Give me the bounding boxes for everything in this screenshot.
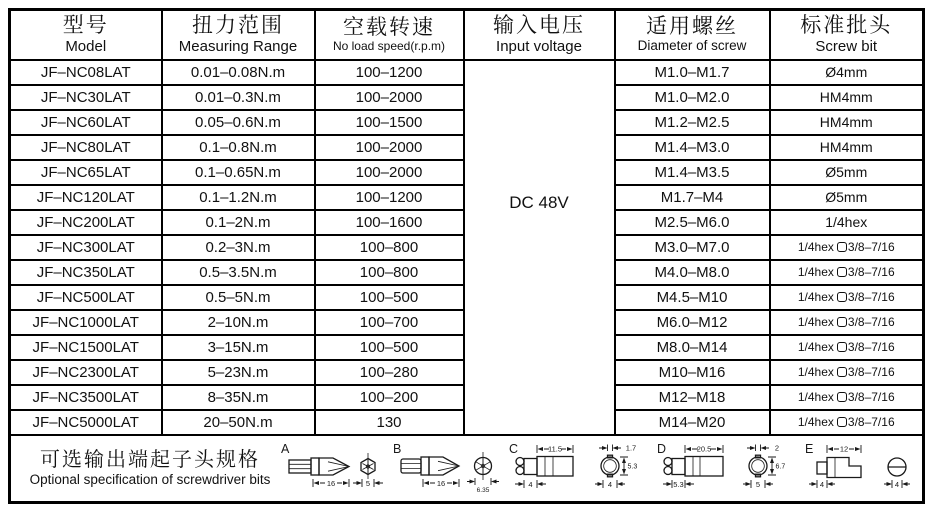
cell-bit <box>770 160 924 185</box>
header-no-load-speed-zh: 空载转速 <box>343 16 435 40</box>
dim-label: 5.3 <box>627 463 638 471</box>
header-screw-bit <box>770 10 924 60</box>
cell-screw: M4.5–M10 <box>615 285 770 310</box>
cell-range: 0.2–3N.m <box>162 235 315 260</box>
bit-drawing-b <box>391 440 507 496</box>
cell-speed: 100–500 <box>315 285 464 310</box>
cell-speed: 100–500 <box>315 335 464 360</box>
header-input-voltage <box>464 10 615 60</box>
cell-model: JF–NC60LAT <box>10 110 162 135</box>
cell-range: 0.5–5N.m <box>162 285 315 310</box>
bit-drawing-c <box>507 440 655 496</box>
square-drive-icon <box>837 417 847 427</box>
cell-screw: M8.0–M14 <box>615 335 770 360</box>
cell-bit <box>770 110 924 135</box>
bit-text: Ø4mm <box>825 64 868 80</box>
cell-bit <box>770 135 924 160</box>
dim-label: 4 <box>528 480 533 489</box>
square-drive-icon <box>837 317 847 327</box>
header-measuring-range-en: Measuring Range <box>178 37 298 55</box>
bit-text2: 3/8–7/16 <box>847 365 895 379</box>
bit-text2: 3/8–7/16 <box>847 340 895 354</box>
bit-text: 1/4hex <box>797 315 834 329</box>
optional-bits-section <box>11 436 922 501</box>
cell-bit <box>770 285 924 310</box>
cell-screw: M1.4–M3.0 <box>615 135 770 160</box>
cell-bit <box>770 85 924 110</box>
cell-model: JF–NC200LAT <box>10 210 162 235</box>
header-no-load-speed <box>315 10 464 60</box>
header-input-voltage-en: Input voltage <box>496 37 582 55</box>
header-measuring-range <box>162 10 315 60</box>
square-drive-icon <box>837 292 847 302</box>
square-drive-icon <box>837 342 847 352</box>
header-model <box>10 10 162 60</box>
optional-bits-cell <box>10 435 924 503</box>
dim-label: 4 <box>607 480 613 489</box>
cell-bit <box>770 210 924 235</box>
cell-screw: M3.0–M7.0 <box>615 235 770 260</box>
cell-screw: M4.0–M8.0 <box>615 260 770 285</box>
cell-bit <box>770 310 924 335</box>
table-row <box>10 60 924 85</box>
cell-bit <box>770 235 924 260</box>
cell-model: JF–NC65LAT <box>10 160 162 185</box>
header-row <box>10 10 924 60</box>
cell-model: JF–NC30LAT <box>10 85 162 110</box>
cell-range: 0.01–0.3N.m <box>162 85 315 110</box>
drawing-label: A <box>281 442 290 456</box>
bit-text2: 3/8–7/16 <box>847 290 895 304</box>
bit-text: 1/4hex <box>825 214 868 230</box>
dim-label: 2 <box>774 443 780 453</box>
bit-text2: 3/8–7/16 <box>847 315 895 329</box>
optional-bits-label-zh: 可选输出端起子头规格 <box>40 449 260 472</box>
bit-drawing-d <box>655 440 803 496</box>
bit-text: 1/4hex <box>797 340 834 354</box>
dim-label: 12 <box>839 444 849 454</box>
cell-screw: M1.0–M1.7 <box>615 60 770 85</box>
cell-range: 5–23N.m <box>162 360 315 385</box>
cell-bit <box>770 360 924 385</box>
header-no-load-speed-en: No load speed(r.p.m) <box>332 39 446 54</box>
header-diameter-of-screw <box>615 10 770 60</box>
header-screw-bit-en: Screw bit <box>815 37 878 55</box>
cell-bit <box>770 260 924 285</box>
header-diameter-of-screw-zh: 适用螺丝 <box>646 15 738 39</box>
cell-screw: M1.4–M3.5 <box>615 160 770 185</box>
square-drive-icon <box>837 392 847 402</box>
optional-bits-label <box>21 448 279 488</box>
dim-label: 1.7 <box>625 443 637 453</box>
bit-text: 1/4hex <box>797 365 834 379</box>
header-measuring-range-zh: 扭力范围 <box>192 14 284 38</box>
dim-label: 5.3 <box>673 480 684 489</box>
bit-text: 1/4hex <box>797 290 834 304</box>
cell-screw: M12–M18 <box>615 385 770 410</box>
bit-text2: 3/8–7/16 <box>847 390 895 404</box>
dim-label: 6.7 <box>775 463 786 471</box>
cell-model: JF–NC1500LAT <box>10 335 162 360</box>
square-drive-icon <box>837 242 847 252</box>
header-model-en: Model <box>65 37 107 55</box>
cell-speed: 100–1500 <box>315 110 464 135</box>
cell-range: 2–10N.m <box>162 310 315 335</box>
cell-speed: 100–2000 <box>315 160 464 185</box>
bit-text: 1/4hex <box>797 265 834 279</box>
cell-model: JF–NC300LAT <box>10 235 162 260</box>
cell-speed: 100–1600 <box>315 210 464 235</box>
dim-label: 16 <box>436 478 446 488</box>
footer-row <box>10 435 924 503</box>
cell-model: JF–NC350LAT <box>10 260 162 285</box>
cell-speed: 100–200 <box>315 385 464 410</box>
cell-model: JF–NC2300LAT <box>10 360 162 385</box>
drawing-label: E <box>805 442 814 456</box>
cell-range: 0.5–3.5N.m <box>162 260 315 285</box>
cell-screw: M1.7–M4 <box>615 185 770 210</box>
cell-bit <box>770 385 924 410</box>
dim-label: 20.5 <box>696 444 712 454</box>
cell-speed: 100–280 <box>315 360 464 385</box>
header-diameter-of-screw-en: Diameter of screw <box>637 38 747 54</box>
drawing-label: C <box>509 442 519 456</box>
cell-bit <box>770 185 924 210</box>
cell-model: JF–NC120LAT <box>10 185 162 210</box>
cell-model: JF–NC08LAT <box>10 60 162 85</box>
cell-range: 0.1–0.65N.m <box>162 160 315 185</box>
bit-text: 1/4hex <box>797 240 834 254</box>
cell-screw: M2.5–M6.0 <box>615 210 770 235</box>
cell-input-voltage: DC 48V <box>464 60 615 435</box>
cell-model: JF–NC1000LAT <box>10 310 162 335</box>
bit-text: HM4mm <box>819 89 873 105</box>
optional-bits-label-en: Optional specification of screwdriver bits <box>29 472 271 488</box>
dim-label: 16 <box>326 478 336 488</box>
square-drive-icon <box>837 367 847 377</box>
dim-label: 4 <box>819 480 825 489</box>
bit-text2: 3/8–7/16 <box>847 240 895 254</box>
bit-text: HM4mm <box>819 114 873 130</box>
drawing-label: D <box>657 442 667 456</box>
bit-drawing-a <box>279 440 391 496</box>
cell-speed: 100–800 <box>315 260 464 285</box>
bit-text: Ø5mm <box>825 164 868 180</box>
cell-screw: M6.0–M12 <box>615 310 770 335</box>
cell-screw: M14–M20 <box>615 410 770 435</box>
cell-speed: 100–1200 <box>315 185 464 210</box>
cell-speed: 100–1200 <box>315 60 464 85</box>
cell-model: JF–NC5000LAT <box>10 410 162 435</box>
header-input-voltage-zh: 输入电压 <box>493 14 585 38</box>
dim-label: 5 <box>365 478 371 488</box>
square-drive-icon <box>837 267 847 277</box>
drawing-label: B <box>393 442 402 456</box>
cell-speed: 100–2000 <box>315 135 464 160</box>
cell-speed: 130 <box>315 410 464 435</box>
cell-screw: M10–M16 <box>615 360 770 385</box>
bit-text: 1/4hex <box>797 390 834 404</box>
bit-text2: 3/8–7/16 <box>847 415 895 429</box>
header-screw-bit-zh: 标准批头 <box>800 14 893 38</box>
spec-table <box>8 8 925 504</box>
bit-text2: 3/8–7/16 <box>847 265 895 279</box>
cell-range: 0.05–0.6N.m <box>162 110 315 135</box>
cell-speed: 100–2000 <box>315 85 464 110</box>
bit-drawing-e <box>803 440 924 496</box>
dim-label: 11.5 <box>547 444 563 454</box>
bit-text: Ø5mm <box>825 189 868 205</box>
cell-range: 0.1–2N.m <box>162 210 315 235</box>
cell-bit <box>770 410 924 435</box>
cell-range: 0.1–1.2N.m <box>162 185 315 210</box>
spec-sheet <box>8 8 925 504</box>
cell-model: JF–NC500LAT <box>10 285 162 310</box>
cell-screw: M1.2–M2.5 <box>615 110 770 135</box>
dim-label: 4 <box>894 480 900 489</box>
cell-screw: M1.0–M2.0 <box>615 85 770 110</box>
cell-bit <box>770 60 924 85</box>
cell-range: 0.1–0.8N.m <box>162 135 315 160</box>
cell-range: 3–15N.m <box>162 335 315 360</box>
cell-speed: 100–700 <box>315 310 464 335</box>
bit-text: 1/4hex <box>797 415 834 429</box>
cell-model: JF–NC80LAT <box>10 135 162 160</box>
cell-range: 20–50N.m <box>162 410 315 435</box>
cell-model: JF–NC3500LAT <box>10 385 162 410</box>
header-model-zh: 型号 <box>62 14 109 38</box>
bit-text: HM4mm <box>819 139 873 155</box>
cell-speed: 100–800 <box>315 235 464 260</box>
dim-label: 5 <box>755 480 761 489</box>
cell-range: 8–35N.m <box>162 385 315 410</box>
cell-bit <box>770 335 924 360</box>
dim-label: 6.35 <box>476 487 490 494</box>
cell-range: 0.01–0.08N.m <box>162 60 315 85</box>
